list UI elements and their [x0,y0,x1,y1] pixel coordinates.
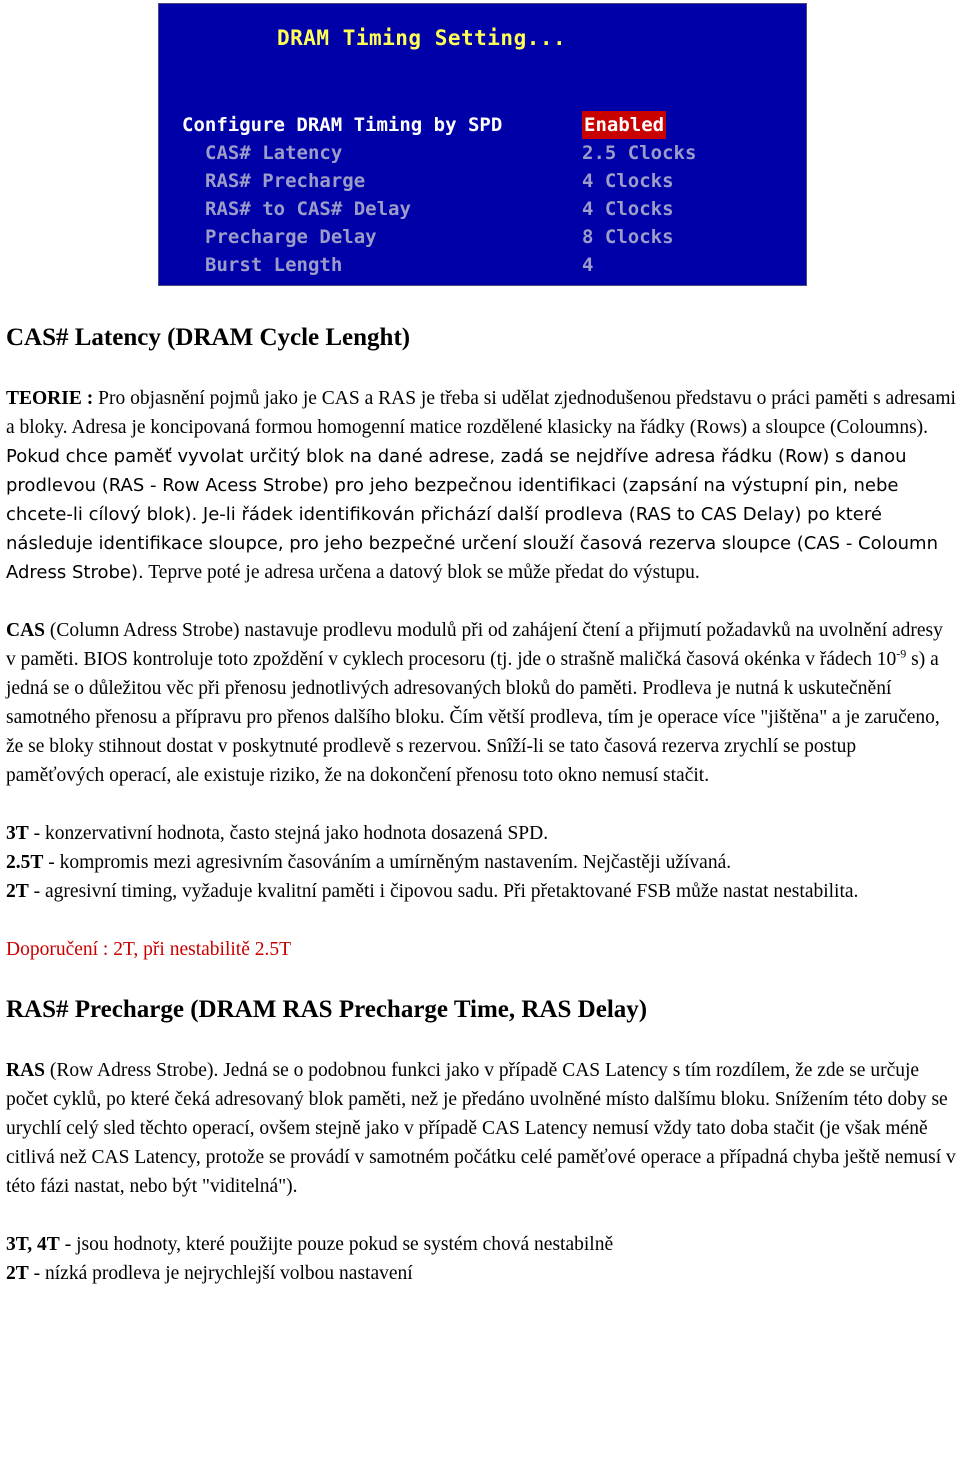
bios-value-burst-length: 4 [582,254,594,276]
bios-label-burst-length: Burst Length [205,254,343,276]
heading-cas-latency: CAS# Latency (DRAM Cycle Lenght) [6,324,411,351]
option-2-5t: 2.5T - kompromis mezi agresivním časováním a umírněným nastavením. Nejčastěji užívaná. [6,852,732,873]
theory-label: TEORIE : [6,388,94,409]
bios-label-cas-latency: CAS# Latency [205,142,343,164]
heading-ras-precharge: RAS# Precharge (DRAM RAS Precharge Time, RAS Delay) [6,996,648,1023]
paragraph-cas: CAS (Column Adress Strobe) nastavuje prodlevu modulů při od zahájení čtení a přijmutí požadavků na uvolnění adresy v paměti. BIOS kontroluje toto zpoždění v cyklech procesoru (tj. jde o strašně maličká časová okénka v řádech $10^{-9}$ s) a jedná se o důležitou věc při přenosu jednotlivých adresovaných bloků do paměti. Prodleva je nutná k uskutečnění samotného přenosu a přípravu pro přenos dalšího bloku. Čím větší prodleva, tím je operace více "jištěna" a je zaručeno, že se bloky stihnout dostat v poskytnuté prodlevě s rezervou. Snîží-li se tato časová rezerva zrychlí se postup paměťových operací, ale existuje riziko, že na dokončení přenosu toto okno nemusí stačit. [6,620,943,786]
bios-label-ras-precharge: RAS# Precharge [205,170,366,192]
bios-label-precharge-delay: Precharge Delay [205,226,377,248]
option-2t-ras: 2T - nízká prodleva je nejrychlejší volbou nastavení [6,1263,413,1284]
bios-value-ras-precharge: 4 Clocks [582,170,674,192]
bios-value-ras-to-cas: 4 Clocks [582,198,674,220]
paragraph-theory: TEORIE : Pro objasnění pojmů jako je CAS a RAS je třeba si udělat zjednodušenou představu o práci paměti s adresami a bloky. Adresa je koncipovaná formou homogenní matice rozdělené klasicky na řádky (Rows) a sloupce (Coloumns). Pokud chce paměť vyvolat určitý blok na dané adrese, zadá se nejdříve adresa řádku (Row) s danou prodlevou (RAS - Row Acess Strobe) pro jeho bezpečnou identifikaci (zapsání na výstupní pin, nebe chcete-li cílový blok). Je-li řádek identifikován přichází další prodleva (RAS to CAS Delay) po které následuje identifikace sloupce, pro jeho bezpečné určení slouží časová rezerva sloupce (CAS - Coloumn Adress Strobe). Teprve poté je adresa určena a datový blok se může předat do výstupu. [6,388,956,583]
paragraph-ras: RAS (Row Adress Strobe). Jedná se o podobnou funkci jako v případě CAS Latency s tím rozdílem, že zde se určuje počet cyklů, po které čeká adresovaný blok paměti, než je předáno uvolněné místo dalšímu bloku. Snížením této doby se urychlí celý sled těchto operací, ovšem stejně jako v případě CAS Latency nemusí vždy tato doba stačit (je však méně citlivá než CAS Latency, protože se provádí v samotném počátku celé paměťové operace a případná chyba ještě nemusí v této fázi nastat, nebo být "viditelná"). [6,1060,956,1197]
bios-label-ras-to-cas: RAS# to CAS# Delay [205,198,411,220]
option-3t: 3T - konzervativní hodnota, často stejná jako hodnota dosazená SPD. [6,823,549,844]
bios-value-cas-latency: 2.5 Clocks [582,142,697,164]
document-body [6,318,956,1288]
bios-title: DRAM Timing Setting... [277,26,567,50]
option-2t: 2T - agresivní timing, vyžaduje kvalitní paměti i čipovou sadu. Při přetaktované FSB může nastat nestabilita. [6,881,859,902]
recommendation: Doporučení : 2T, při nestabilitě 2.5T [6,939,292,960]
bios-label-configure-spd: Configure DRAM Timing by SPD [182,114,503,136]
option-3t-4t: 3T, 4T - jsou hodnoty, které použijte pouze pokud se systém chová nestabilně [6,1234,614,1255]
bios-screenshot [158,3,807,286]
bios-value-configure-spd: Enabled [582,111,666,139]
bios-value-precharge-delay: 8 Clocks [582,226,674,248]
